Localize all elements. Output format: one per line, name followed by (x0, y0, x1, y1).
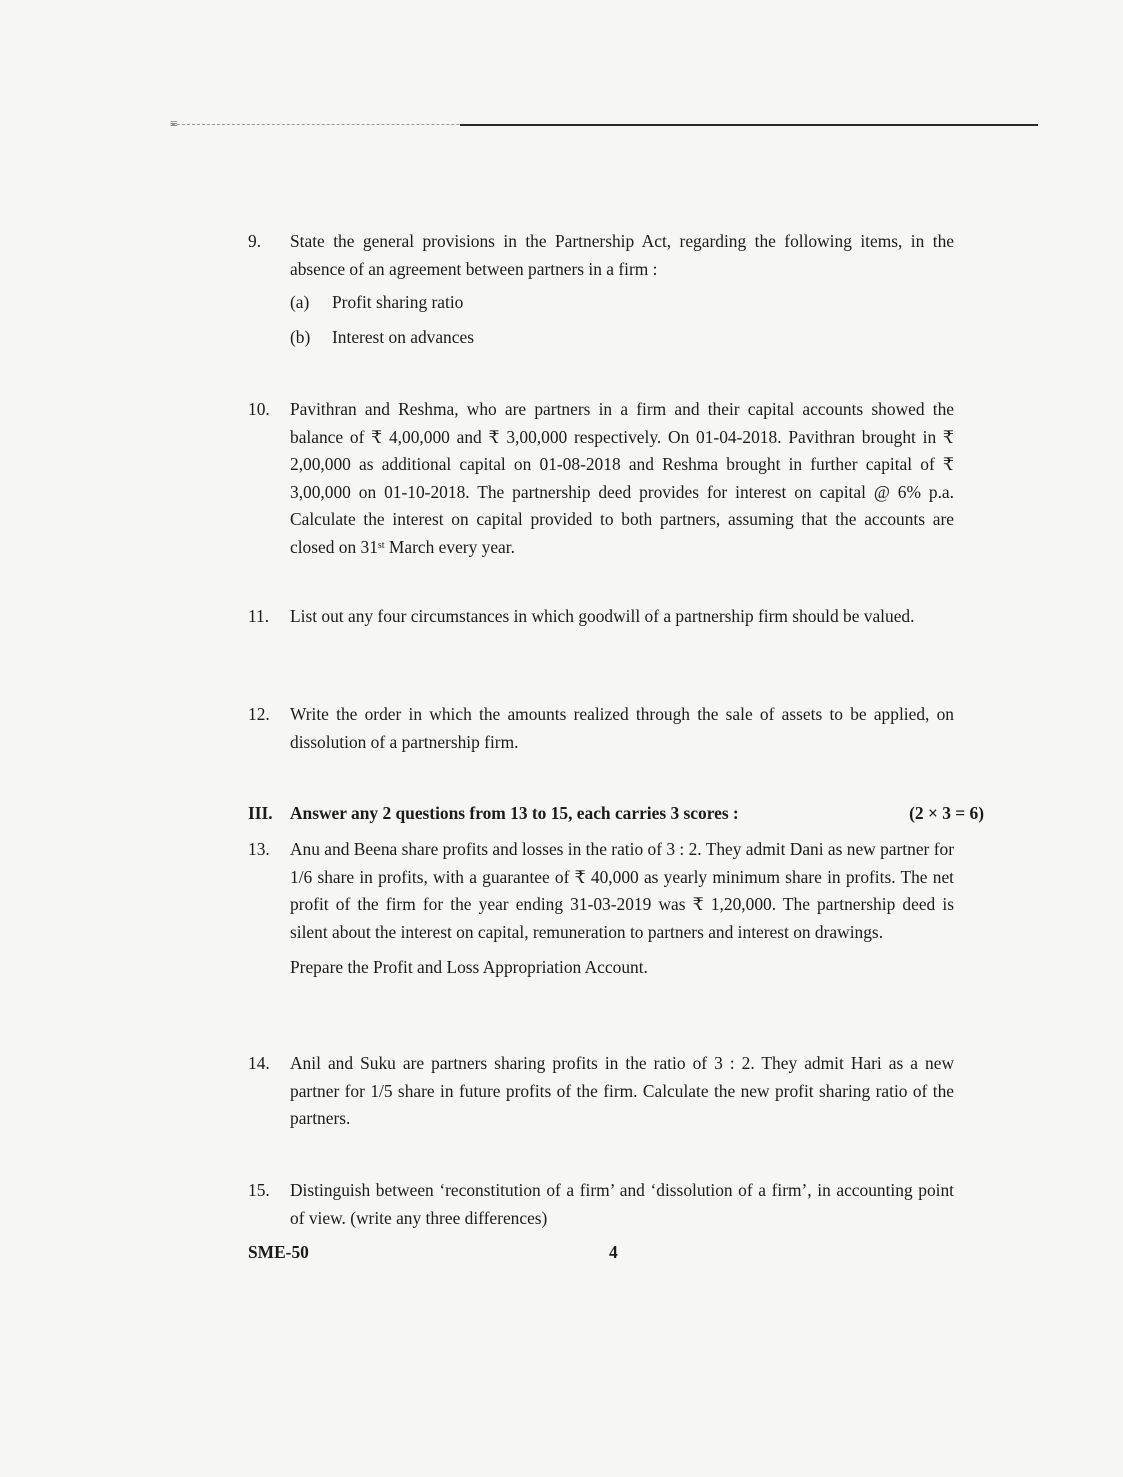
question-number: 13. (248, 839, 270, 859)
question-text: State the general provisions in the Partnership Act, regarding the following items, in the absence of an agreement between partners in a firm : (290, 231, 954, 279)
question-text-main: Pavithran and Reshma, who are partners in a firm and their capital accounts showed the balance of ₹ 4,00,000 and ₹ 3,00,000 respectively. On 01-04-2018. Pavithran brought in ₹ 2,00,000 as additional capital on 01-08-2018 and Reshma brought in further capital of ₹ 3,00,000 on 01-10-2018. The partnership deed provides for interest on capital @ 6% p.a. Calculate the interest on capital provided to both partners, assuming that the accounts are closed on 31 (290, 399, 954, 557)
question-11 (248, 603, 988, 631)
question-text: List out any four circumstances in which goodwill of a partnership firm should be valued. (290, 606, 915, 626)
header-rule (460, 124, 1038, 126)
question-number: 10. (248, 399, 270, 419)
section-number: III. (248, 803, 273, 823)
section-instruction: Answer any 2 questions from 13 to 15, each carries 3 scores : (290, 803, 739, 823)
question-number: 15. (248, 1180, 270, 1200)
question-text: Write the order in which the amounts realized through the sale of assets to be applied, on dissolution of a partnership firm. (290, 704, 954, 752)
page-number: 4 (609, 1242, 618, 1262)
sub-item-b (290, 324, 954, 359)
scan-margin-mark: ≡ (170, 117, 178, 132)
question-number: 14. (248, 1053, 270, 1073)
question-text: Anil and Suku are partners sharing profits in the ratio of 3 : 2. They admit Hari as a new partner for 1/5 share in future profits of the firm. Calculate the new profit sharing ratio of the partners. (290, 1053, 954, 1128)
question-text: Distinguish between ‘reconstitution of a firm’ and ‘dissolution of a firm’, in accounting point of view. (write any three differences) (290, 1180, 954, 1228)
question-text (290, 396, 954, 561)
sub-item-text: Profit sharing ratio (332, 292, 464, 312)
question-10 (248, 396, 988, 561)
question-number: 12. (248, 704, 270, 724)
sub-items (290, 289, 954, 359)
question-14 (248, 1050, 988, 1133)
question-text-end: March every year. (384, 536, 515, 557)
paper-code: SME-50 (248, 1242, 309, 1262)
question-9 (248, 228, 988, 359)
sub-item-a (290, 289, 954, 324)
question-number: 9. (248, 231, 262, 251)
question-number: 11. (248, 606, 270, 626)
superscript: st (377, 539, 385, 551)
sub-item-letter: (b) (290, 327, 311, 347)
question-15 (248, 1177, 988, 1232)
question-instruction: Prepare the Profit and Loss Appropriation Account. (290, 957, 648, 977)
question-text: Anu and Beena share profits and losses in the ratio of 3 : 2. They admit Dani as new partner for 1/6 share in profits, with a guarantee of ₹ 40,000 as yearly minimum share in profits. The net profit of the firm for the year ending 31-03-2019 was ₹ 1,20,000. The partnership deed is silent about the interest on capital, remuneration to partners and interest on drawings. (290, 839, 954, 942)
question-12 (248, 701, 988, 756)
sub-item-text: Interest on advances (332, 327, 474, 347)
question-13 (248, 836, 988, 982)
sub-item-letter: (a) (290, 292, 310, 312)
section-marks: (2 × 3 = 6) (909, 803, 984, 823)
